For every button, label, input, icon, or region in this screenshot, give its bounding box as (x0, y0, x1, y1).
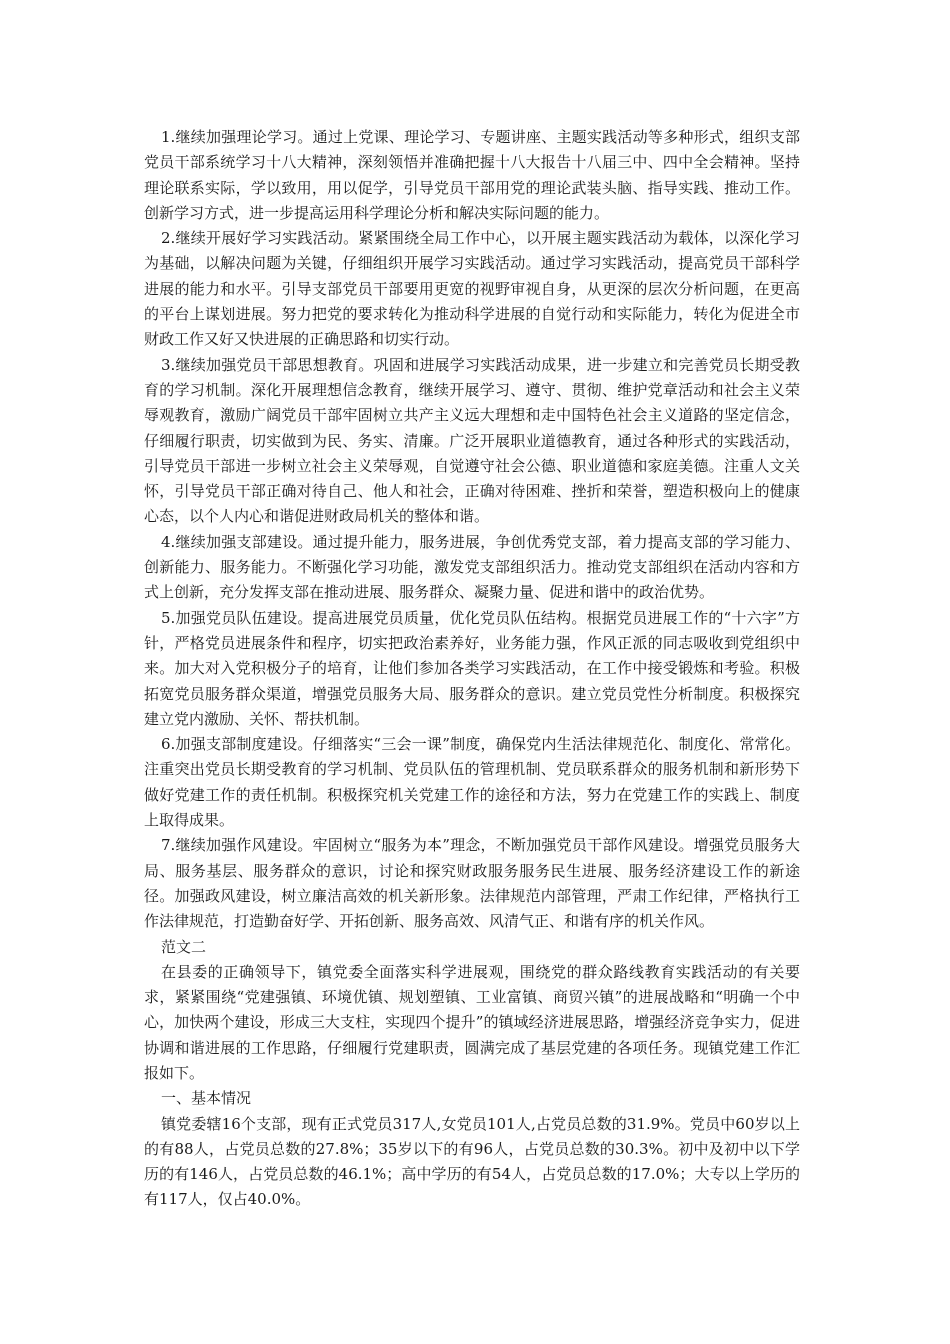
paragraph-item-1: 1.继续加强理论学习。通过上党课、理论学习、专题讲座、主题实践活动等多种形式，组织支部党员干部系统学习十八大精神，深刻领悟并准确把握十八大报告十八届三中、四中全会精神。坚持理论联系实际，学以致用，用以促学，引导党员干部用党的理论武装头脑、指导实践、推动工作。创新学习方式，进一步提高运用科学理论分析和解决实际问题的能力。 (144, 128, 800, 222)
paragraph-item-5: 5.加强党员队伍建设。提高进展党员质量，优化党员队伍结构。根据党员进展工作的“十六字”方针，严格党员进展条件和程序，切实把政治素养好，业务能力强，作风正派的同志吸收到党组织中来。加大对入党积极分子的培育，让他们参加各类学习实践活动，在工作中接受锻炼和考验。积极拓宽党员服务群众渠道，增强党员服务大局、服务群众的意识。建立党员党性分析制度。积极探究建立党内激励、关怀、帮扶机制。 (144, 608, 800, 728)
intro-paragraph: 在县委的正确领导下，镇党委全面落实科学进展观，围绕党的群众路线教育实践活动的有关要求，紧紧围绕“党建强镇、环境优镇、规划塑镇、工业富镇、商贸兴镇”的进展战略和“明确一个中心，加快两个建设，形成三大支柱，实现四个提升”的镇域经济进展思路，增强经济竞争实力，促进协调和谐进展的工作思路，仔细履行党建职责，圆满完成了基层党建的各项任务。现镇党建工作汇报如下。 (144, 962, 800, 1082)
section-heading-basic-info: 一、基本情况 (161, 1089, 252, 1108)
paragraph-item-3: 3.继续加强党员干部思想教育。巩固和进展学习实践活动成果，进一步建立和完善党员长期受教育的学习机制。深化开展理想信念教育，继续开展学习、遵守、贯彻、维护党章活动和社会主义荣辱观教育，激励广阔党员干部牢固树立共产主义远大理想和走中国特色社会主义道路的坚定信念，仔细履行职责，切实做到为民、务实、清廉。广泛开展职业道德教育，通过各种形式的实践活动，引导党员干部进一步树立社会主义荣辱观，自觉遵守社会公德、职业道德和家庭美德。注重人文关怀，引导党员干部正确对待自己、他人和社会，正确对待困难、挫折和荣誉，塑造积极向上的健康心态，以个人内心和谐促进财政局机关的整体和谐。 (144, 355, 800, 526)
section-heading-fanwen-er: 范文二 (161, 937, 207, 956)
paragraph-item-4: 4.继续加强支部建设。通过提升能力，服务进展，争创优秀党支部，着力提高支部的学习能力、创新能力、服务能力。不断强化学习功能，激发党支部组织活力。推动党支部组织在活动内容和方式上创新，充分发挥支部在推动进展、服务群众、凝聚力量、促进和谐中的政治优势。 (144, 532, 800, 602)
paragraph-item-2: 2.继续开展好学习实践活动。紧紧围绕全局工作中心，以开展主题实践活动为载体，以深化学习为基础，以解决问题为关键，仔细组织开展学习实践活动。通过学习实践活动，提高党员干部科学进展的能力和水平。引导支部党员干部要用更宽的视野审视自身，从更深的层次分析问题，在更高的平台上谋划进展。努力把党的要求转化为推动科学进展的自觉行动和实际能力，转化为促进全市财政工作又好又快进展的正确思路和切实行动。 (144, 229, 800, 349)
paragraph-item-6: 6.加强支部制度建设。仔细落实“三会一课”制度，确保党内生活法律规范化、制度化、常常化。注重突出党员长期受教育的学习机制、党员队伍的管理机制、党员联系群众的服务机制和新形势下做好党建工作的责任机制。积极探究机关党建工作的途径和方法，努力在党建工作的实践上、制度上取得成果。 (144, 735, 800, 830)
statistics-paragraph: 镇党委辖16个支部，现有正式党员317人,女党员101人,占党员总数的31.9%。党员中60岁以上的有88人，占党员总数的27.8%；35岁以下的有96人，占党员总数的30.3%。初中及初中以下学历的有146人，占党员总数的46.1%；高中学历的有54人，占党员总数的17.0%；大专以上学历的有117人，仅占40.0%。 (144, 1114, 800, 1209)
paragraph-item-7: 7.继续加强作风建设。牢固树立“服务为本”理念，不断加强党员干部作风建设。增强党员服务大局、服务基层、服务群众的意识，讨论和探究财政服务服务民生进展、服务经济建设工作的新途径。加强政风建设，树立廉洁高效的机关新形象。法律规范内部管理，严肃工作纪律，严格执行工作法律规范，打造勤奋好学、开拓创新、服务高效、风清气正、和谐有序的机关作风。 (144, 836, 800, 931)
document-body (144, 125, 800, 1213)
